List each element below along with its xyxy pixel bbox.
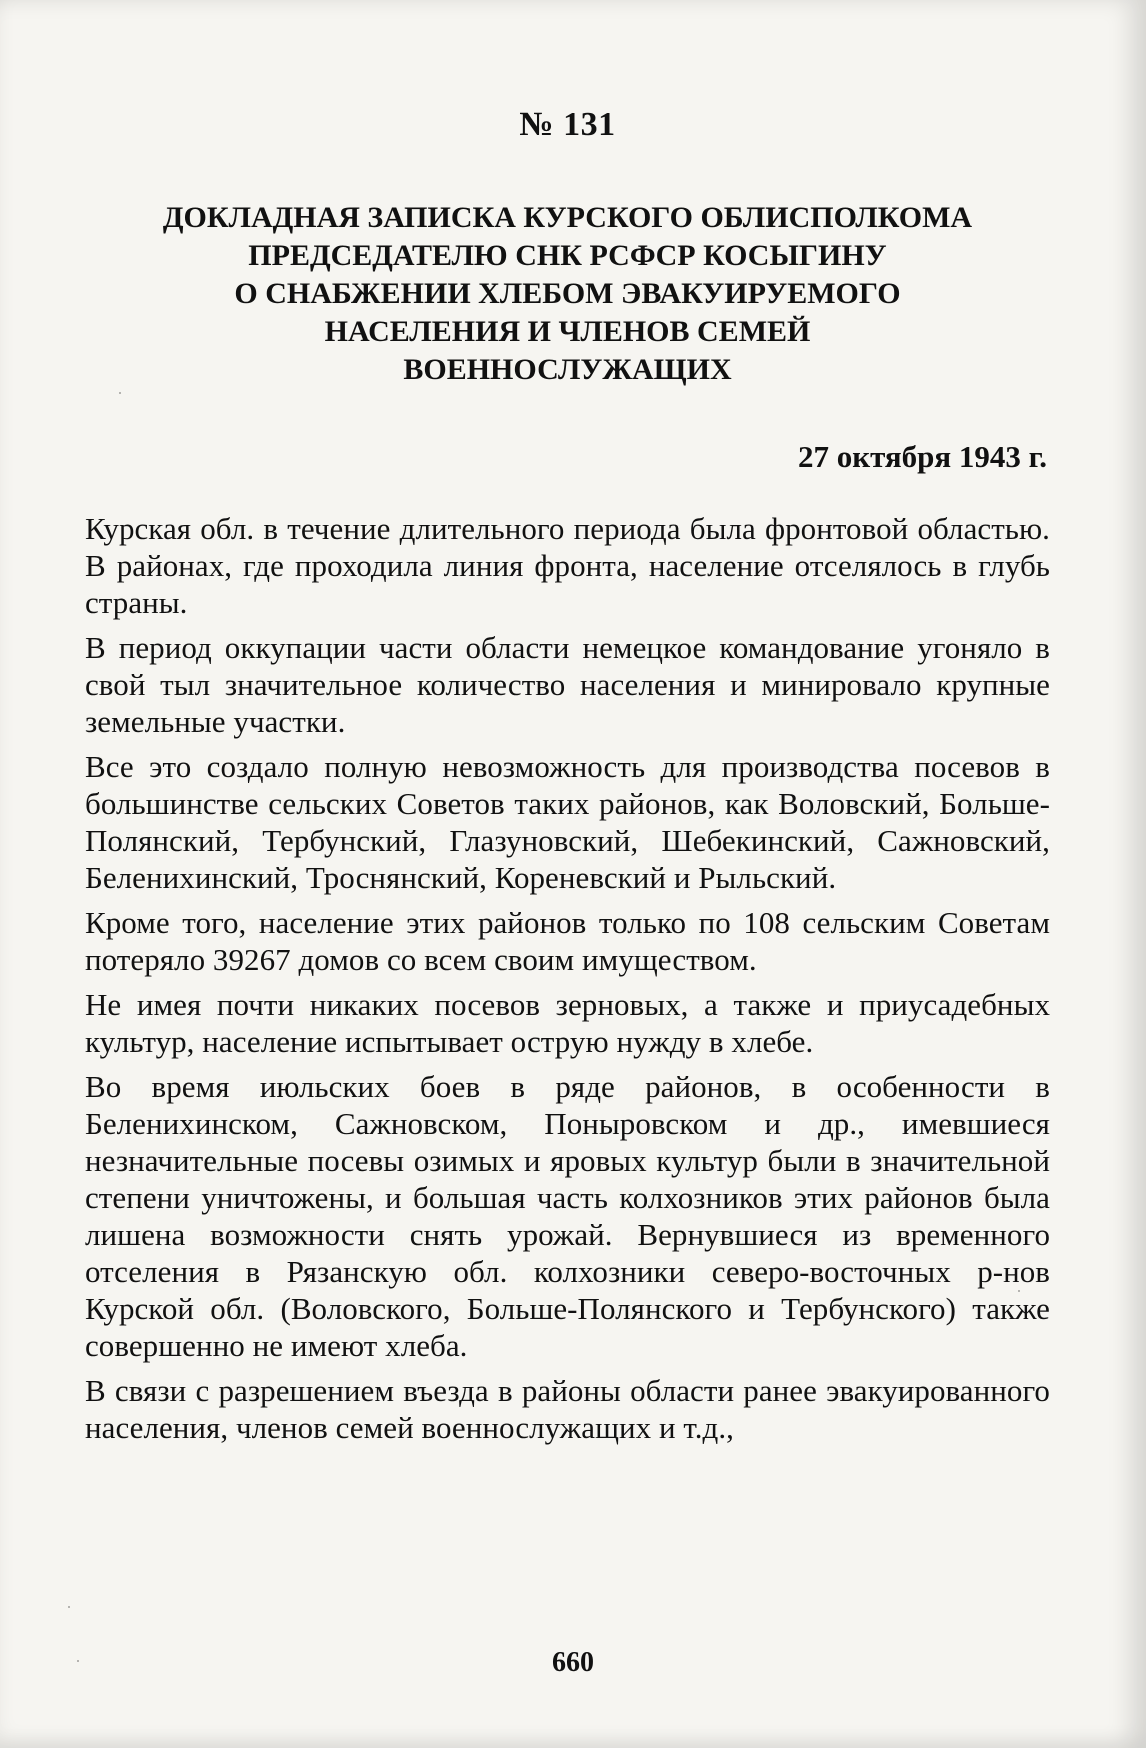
page-content (85, 105, 1050, 1454)
paragraph-1: Курская обл. в течение длительного периода была фронтовой областью. В районах, где проходила линия фронта, население отселялось в глубь страны. (85, 511, 1050, 620)
paragraph-3: Все это создало полную невозможность для производства посевов в большинстве сельских Советов таких районов, как Воловский, Больше-Полянский, Тербунский, Глазуновский, Шебекинский, Сажновский, Беленихинский, Троснянский, Кореневский и Рыльский. (85, 749, 1050, 895)
paragraph-2: В период оккупации части области немецкое командование угоняло в свой тыл значительное количество населения и минировало крупные земельные участки. (85, 630, 1050, 739)
paragraph-5: Не имея почти никаких посевов зерновых, а также и приусадебных культур, население испытывает острую нужду в хлебе. (85, 987, 1050, 1059)
paragraph-7: В связи с разрешением въезда в районы области ранее эвакуированного населения, членов семей военнослужащих и т.д., (85, 1373, 1050, 1445)
dust-speck (1018, 1290, 1020, 1292)
dust-speck (68, 1606, 70, 1608)
document-body (85, 510, 1050, 1446)
dust-speck (77, 1660, 79, 1662)
title-line-2: ПРЕДСЕДАТЕЛЮ СНК РСФСР КОСЫГИНУ (248, 239, 887, 272)
paragraph-6: Во время июльских боев в ряде районов, в особенности в Беленихинском, Сажновском, Поныровском и др., имевшиеся незначительные посевы озимых и яровых культур были в значительной степени уничтожены, и большая часть колхозников этих районов была лишена возможности снять урожай. Вернувшиеся из временного отселения в Рязанскую обл. колхозники северо-восточных р-нов Курской обл. (Воловского, Больше-Полянского и Тербунского) также совершенно не имеют хлеба. (85, 1069, 1050, 1363)
document-number: № 131 (519, 106, 616, 143)
title-line-4: НАСЕЛЕНИЯ И ЧЛЕНОВ СЕМЕЙ (324, 315, 811, 348)
title-line-5: ВОЕННОСЛУЖАЩИХ (403, 353, 732, 386)
title-line-3: О СНАБЖЕНИИ ХЛЕБОМ ЭВАКУИРУЕМОГО (234, 277, 901, 310)
page-number: 660 (552, 1647, 594, 1678)
document-title (85, 199, 1050, 389)
dust-speck (119, 392, 121, 394)
paragraph-4: Кроме того, население этих районов только по 108 сельским Советам потеряло 39267 домов со всем своим имуществом. (85, 905, 1050, 977)
title-line-1: ДОКЛАДНАЯ ЗАПИСКА КУРСКОГО ОБЛИСПОЛКОМА (162, 201, 973, 234)
document-date: 27 октября 1943 г. (797, 439, 1047, 474)
